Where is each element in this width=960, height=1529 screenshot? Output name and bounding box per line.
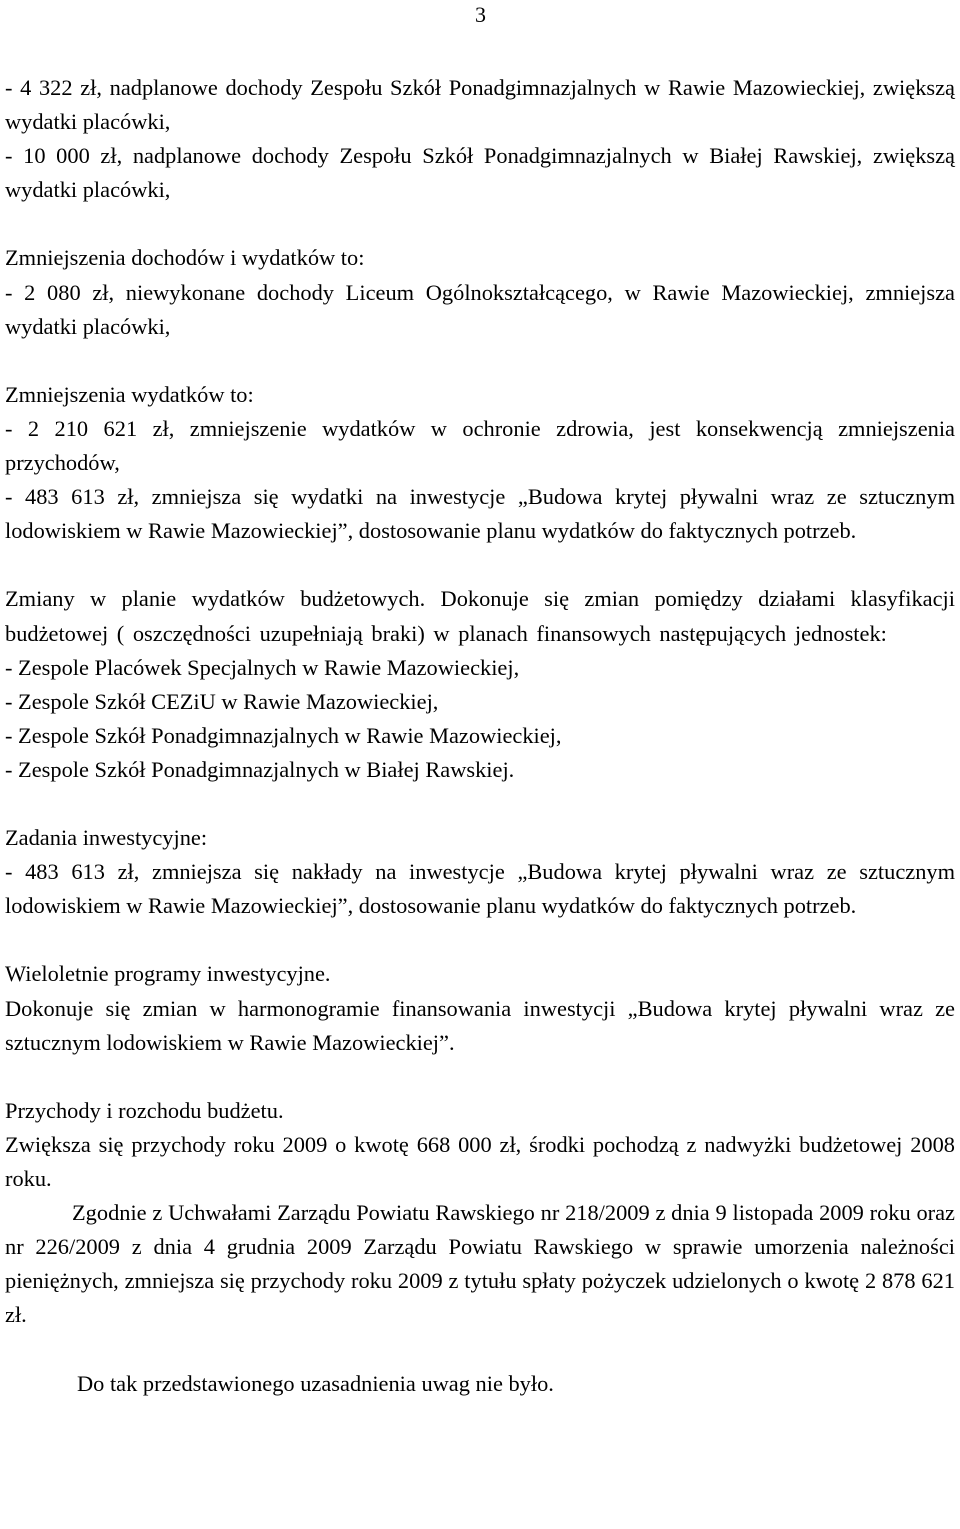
paragraph-resolutions: Zgodnie z Uchwałami Zarządu Powiatu Rawskiego nr 218/2009 z dnia 9 listopada 2009 roku oraz nr 226/2009 z dnia 4 grudnia 2009 Zarządu Powiatu Rawskiego w sprawie umorzenia należności pieniężnych, zmniejsza się przychody roku 2009 z tytułu spłaty pożyczek udzielonych o kwotę 2 878 621 zł. bbox=[5, 1200, 955, 1328]
item-health: - 2 210 621 zł, zmniejszenie wydatków w ochronie zdrowia, jest konsekwencją zmniejszenia przychodów, bbox=[5, 415, 955, 476]
item-liceum: - 2 080 zł, niewykonane dochody Liceum Ogólnokształcącego, w Rawie Mazowieckiej, zmniejsza wydatki placówki, bbox=[5, 279, 955, 339]
heading-income-expense-decrease: Zmniejszenia dochodów i wydatków to: bbox=[5, 245, 365, 271]
item-zsp-biala: - 10 000 zł, nadplanowe dochody Zespołu Szkół Ponadgimnazjalnych w Białej Rawskiej, zwiększą wydatki placówki, bbox=[5, 143, 955, 203]
item-pool-expense: - 483 613 zł, zmniejsza się wydatki na inwestycje „Budowa krytej pływalni wraz ze sztucznym lodowiskiem w Rawie Mazowieckiej”, dostosowanie planu wydatków do faktycznych potrzeb. bbox=[5, 484, 955, 544]
unit-item: - Zespole Szkół Ponadgimnazjalnych w Rawie Mazowieckiej, bbox=[5, 722, 562, 748]
paragraph-budget-changes: Zmiany w planie wydatków budżetowych. Dokonuje się zmian pomiędzy działami klasyfikacji budżetowej ( oszczędności uzupełniają braki) w planach finansowych następujących jednostek: bbox=[5, 586, 955, 646]
unit-item: - Zespole Szkół Ponadgimnazjalnych w Białej Rawskiej. bbox=[5, 756, 515, 782]
paragraph-schedule-change: Dokonuje się zmian w harmonogramie finansowania inwestycji „Budowa krytej pływalni wraz ze sztucznym lodowiskiem w Rawie Mazowieckiej”. bbox=[5, 995, 955, 1055]
closing-statement: Do tak przedstawionego uzasadnienia uwag nie było. bbox=[77, 1370, 554, 1396]
item-zsp-rawa: - 4 322 zł, nadplanowe dochody Zespołu Szkół Ponadgimnazjalnych w Rawie Mazowieckiej, zwiększą wydatki placówki, bbox=[5, 75, 955, 135]
heading-revenue-expenditure: Przychody i rozchodu budżetu. bbox=[5, 1097, 284, 1123]
item-pool-investment: - 483 613 zł, zmniejsza się nakłady na inwestycje „Budowa krytej pływalni wraz ze sztucznym lodowiskiem w Rawie Mazowieckiej”, dostosowanie planu wydatków do faktycznych potrzeb. bbox=[5, 859, 955, 919]
unit-item: - Zespole Placówek Specjalnych w Rawie Mazowieckiej, bbox=[5, 654, 520, 680]
unit-item: - Zespole Szkół CEZiU w Rawie Mazowieckiej, bbox=[5, 688, 439, 714]
paragraph-revenue-increase: Zwiększa się przychody roku 2009 o kwotę 668 000 zł, środki pochodzą z nadwyżki budżetowej 2008 roku. bbox=[5, 1131, 955, 1191]
page-number: 3 bbox=[475, 2, 486, 27]
heading-expense-decrease: Zmniejszenia wydatków to: bbox=[5, 381, 254, 407]
document-page bbox=[5, 0, 955, 1529]
heading-multiyear-programs: Wieloletnie programy inwestycyjne. bbox=[5, 961, 331, 987]
document-body bbox=[5, 71, 955, 1401]
heading-investment-tasks: Zadania inwestycyjne: bbox=[5, 825, 208, 851]
